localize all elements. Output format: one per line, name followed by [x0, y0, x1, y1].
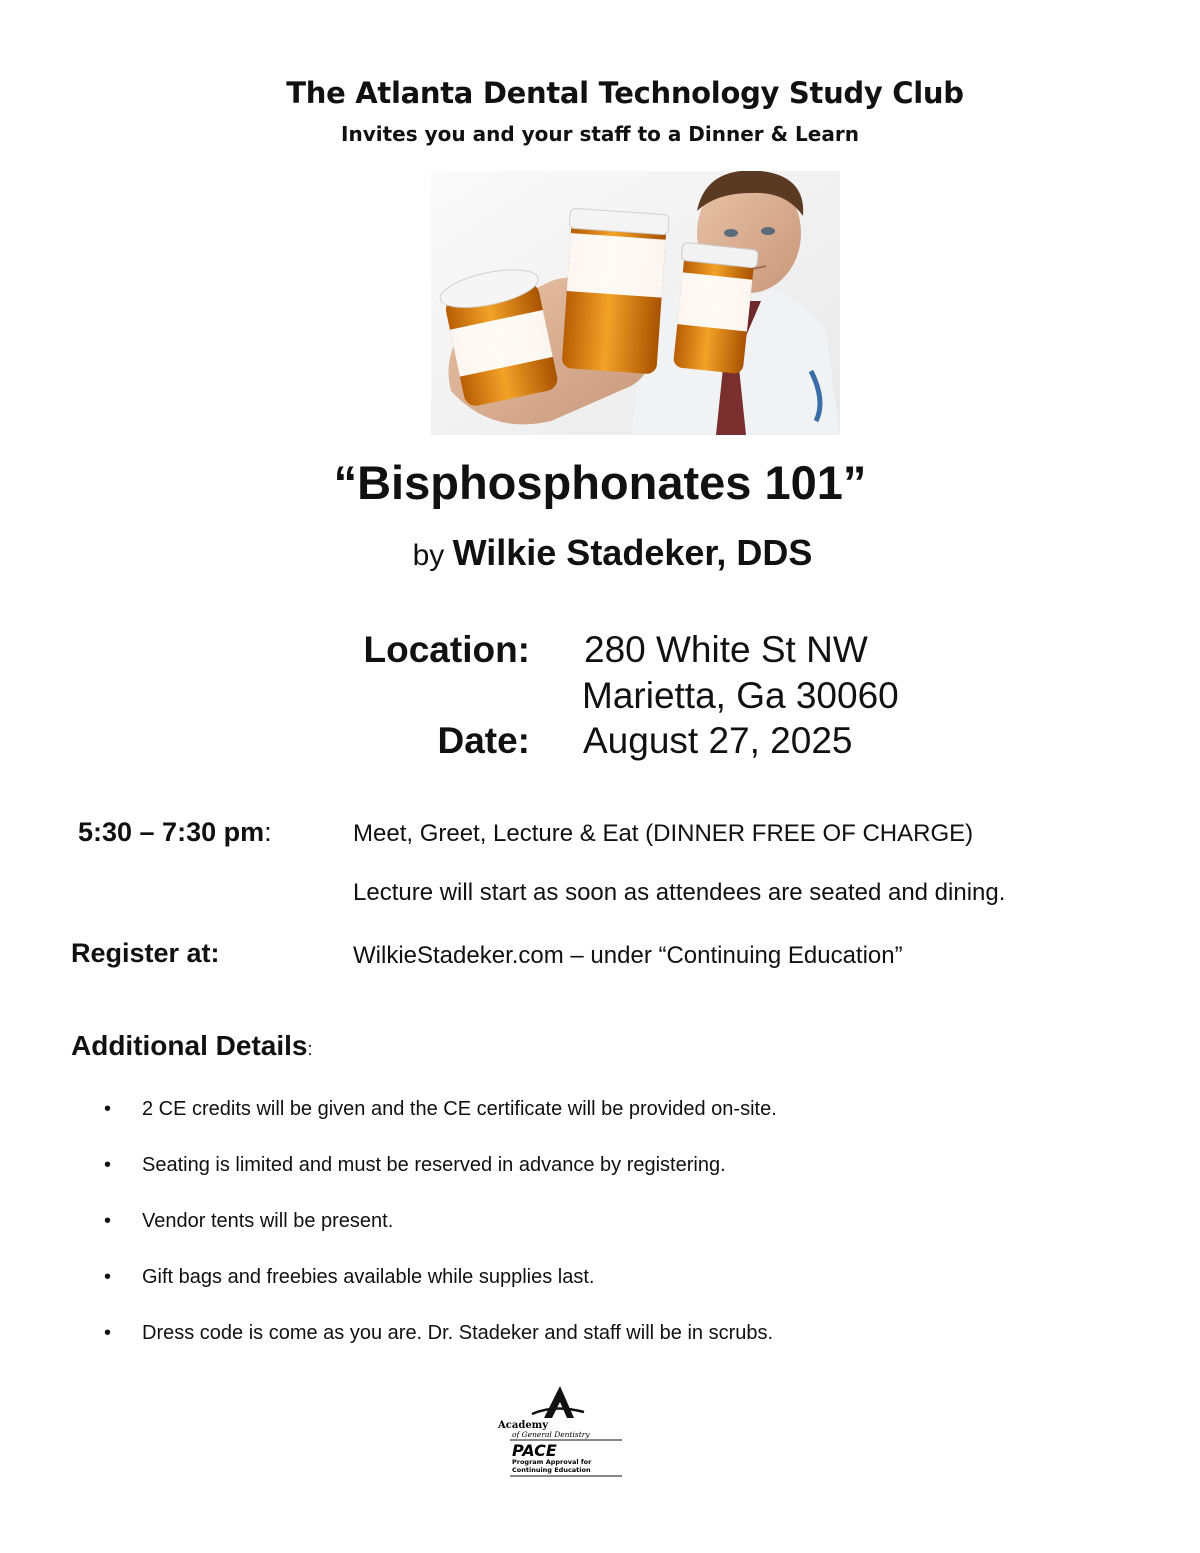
agd-pace-logo-graphic — [492, 1382, 632, 1482]
detail-text: 2 CE credits will be given and the CE certificate will be provided on-site. — [142, 1098, 777, 1120]
list-item — [104, 1263, 777, 1319]
club-title: The Atlanta Dental Technology Study Club — [286, 76, 964, 110]
logo-line4: Program Approval for — [512, 1458, 592, 1466]
details-list — [104, 1095, 777, 1375]
list-item — [104, 1151, 777, 1207]
bullet-icon: • — [104, 1210, 112, 1232]
bullet-icon: • — [104, 1154, 112, 1176]
location-line2: Marietta, Ga 30060 — [582, 675, 899, 716]
logo-line2: of General Dentistry — [512, 1430, 590, 1439]
logo-line5: Continuing Education — [512, 1466, 591, 1474]
detail-text: Gift bags and freebies available while supplies last. — [142, 1266, 595, 1288]
register-label: Register at: — [71, 938, 220, 968]
hero-photo — [431, 171, 840, 435]
time-description: Meet, Greet, Lecture & Eat (DINNER FREE OF CHARGE) — [353, 820, 974, 847]
bullet-icon: • — [104, 1322, 112, 1344]
agd-pace-logo — [492, 1382, 632, 1482]
detail-text: Vendor tents will be present. — [142, 1210, 394, 1232]
list-item — [104, 1207, 777, 1263]
details-heading-colon: : — [307, 1039, 313, 1059]
location-label: Location: — [363, 629, 530, 670]
details-heading-text: Additional Details — [71, 1030, 308, 1061]
date-value: August 27, 2025 — [583, 720, 853, 761]
time-note: Lecture will start as soon as attendees are seated and dining. — [353, 879, 1006, 906]
pharmacist-holding-pill-bottles-photo — [431, 171, 840, 435]
speaker-line — [0, 532, 1200, 574]
bullet-icon: • — [104, 1266, 112, 1288]
list-item — [104, 1319, 777, 1375]
lecture-title: “Bisphosphonates 101” — [333, 456, 867, 509]
logo-line1: Academy — [498, 1420, 549, 1431]
detail-text: Seating is limited and must be reserved in advance by registering. — [142, 1154, 726, 1176]
speaker-name: Wilkie Stadeker, DDS — [452, 532, 813, 573]
location-line1: 280 White St NW — [584, 629, 868, 670]
details-heading — [71, 1030, 312, 1062]
invite-line: Invites you and your staff to a Dinner & Learn — [341, 122, 859, 146]
list-item — [104, 1095, 777, 1151]
detail-text: Dress code is come as you are. Dr. Stadeker and staff will be in scrubs. — [142, 1322, 774, 1344]
time-label — [78, 817, 272, 848]
time-colon: : — [264, 817, 272, 847]
date-label: Date: — [437, 720, 530, 761]
time-range: 5:30 – 7:30 pm — [78, 817, 265, 847]
by-prefix: by — [412, 539, 445, 572]
register-link[interactable]: WilkieStadeker.com – under “Continuing Education” — [353, 942, 903, 969]
bullet-icon: • — [104, 1098, 112, 1120]
logo-line3: PACE — [512, 1441, 557, 1460]
